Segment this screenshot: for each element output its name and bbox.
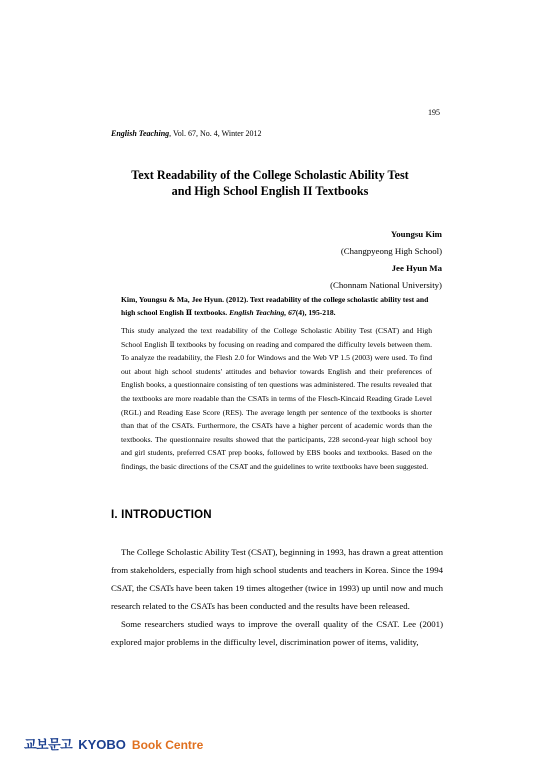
paper-title-line-2: and High School English II Textbooks	[171, 184, 369, 198]
author-affiliation: (Changpyeong High School)	[340, 246, 442, 256]
paper-title	[100, 167, 440, 199]
citation-pages: (4), 195-218.	[295, 308, 336, 317]
logo-kyobo-text: KYOBO	[78, 737, 126, 752]
citation-journal: English Teaching, 67	[229, 308, 296, 317]
author-name: Jee Hyun Ma	[391, 263, 442, 273]
body-paragraph: Some researchers studied ways to improve the overall quality of the CSAT. Lee (2001) explored major problems in the difficulty level, discrimination power of items, validity,	[111, 619, 443, 647]
page-number: 195	[428, 108, 440, 117]
author-block	[100, 226, 442, 294]
journal-name: English Teaching	[111, 129, 170, 138]
abstract-text: This study analyzed the text readability of the College Scholastic Ability Test (CSAT) and High School English Ⅱ textbooks by focusing on reading and compared the difficulty levels between them. To analyze the readability, the Flesh 2.0 for Windows and the Web VP 1.5 (2003) were used. To find out about high school students' attitudes and behavior towards English and their preferences of English books, a questionnaire consisting of ten questions was administered. The results revealed that the textbooks are more readable than the CSATs in terms of the Flesch-Kincaid Reading Grade Level (RGL) and Reading Ease Score (RES). The average length per sentence of the textbooks is shorter than that of the CSATs. Furthermore, the CSATs have a higher percent of academic words than the textbooks. The questionnaire results showed that the participants, 228 second-year high school boy and girl students, preferred CSAT prep books, followed by EBS books and textbooks. Based on the findings, the basic directions of the CSAT and the guidelines to write textbooks have been suggested.	[121, 326, 432, 471]
citation-text: Kim, Youngsu & Ma, Jee Hyun. (2012). Text readability of the college scholastic ability test and high school English Ⅱ textbooks.	[121, 295, 429, 317]
journal-issue: , Vol. 67, No. 4, Winter 2012	[169, 129, 262, 138]
logo-book-centre-text: Book Centre	[131, 738, 204, 752]
body-text	[111, 543, 443, 651]
reference-citation	[121, 293, 429, 319]
paper-title-line-1: Text Readability of the College Scholastic Ability Test	[131, 168, 409, 182]
body-paragraph: The College Scholastic Ability Test (CSAT), beginning in 1993, has drawn a great attention from stakeholders, especially from high school students and teachers in Korea. Since the 1994 CSAT, the CSATs have been taken 19 times altogether (twice in 1993) up until now and much research related to the CSATs has been conducted and the results have been released.	[111, 547, 443, 611]
author-affiliation: (Chonnam National University)	[330, 280, 442, 290]
journal-citation-line	[111, 129, 262, 138]
abstract	[121, 324, 432, 474]
section-heading: I. INTRODUCTION	[111, 509, 212, 521]
author-name: Youngsu Kim	[390, 229, 442, 239]
logo-korean-text: 교보문고	[24, 738, 73, 753]
publisher-logo	[24, 734, 203, 753]
